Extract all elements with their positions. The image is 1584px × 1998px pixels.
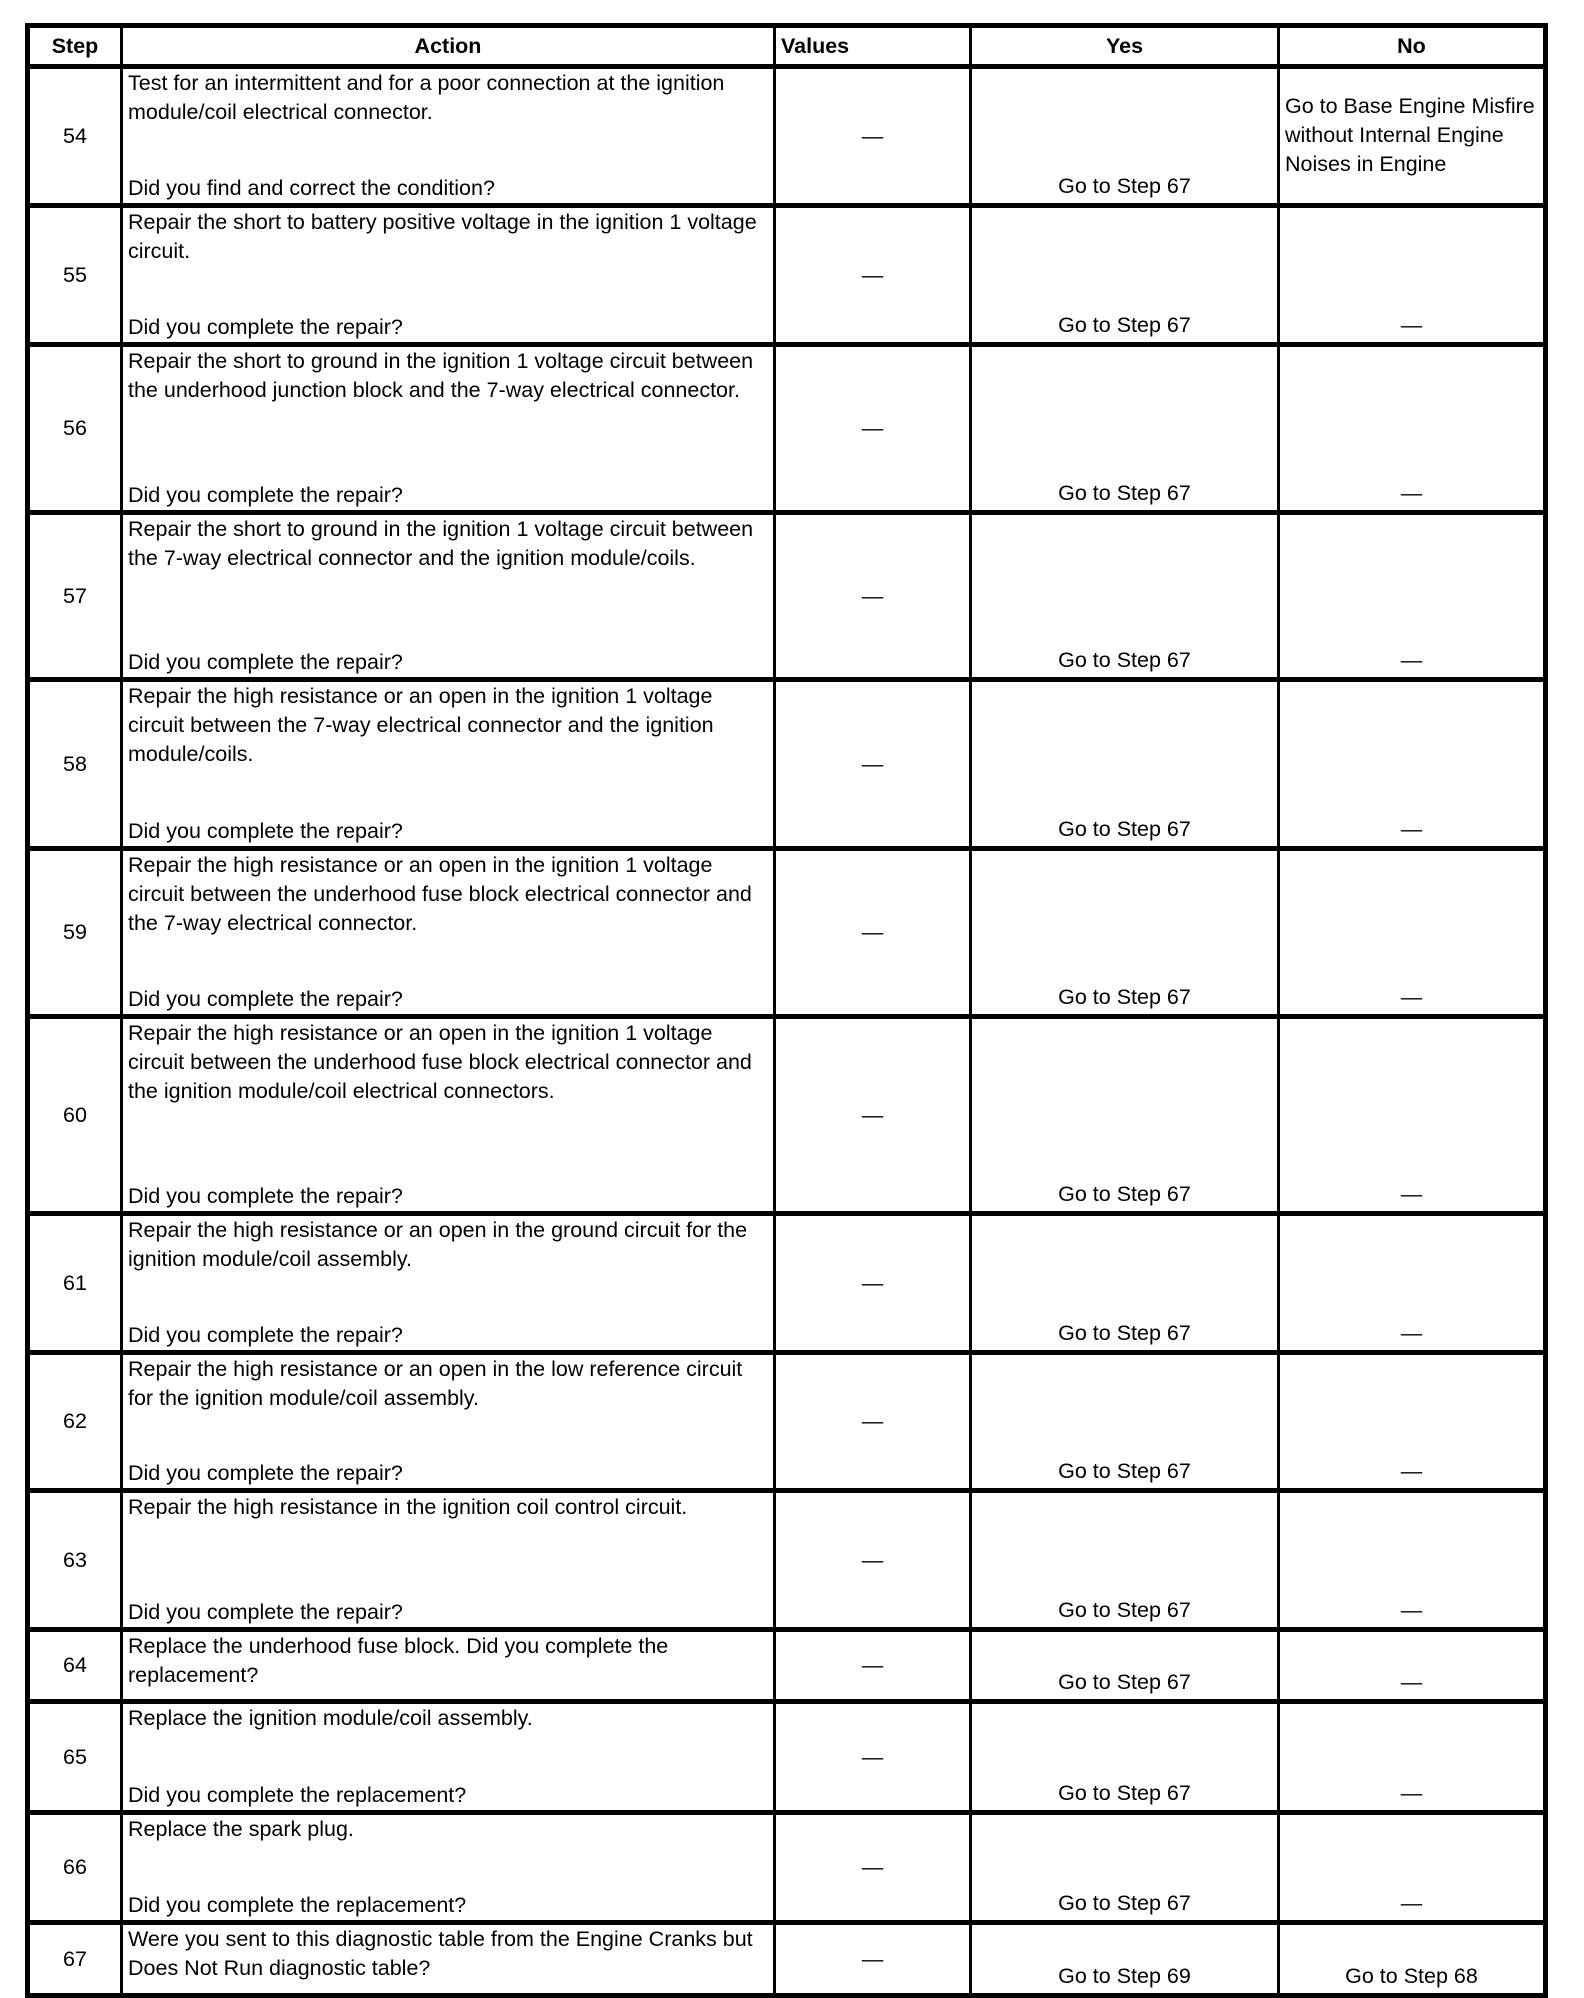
table-row: [28, 680, 1546, 849]
action-content: [128, 1704, 768, 1810]
table-row: [28, 1353, 1546, 1491]
table-row: [28, 345, 1546, 513]
no-cell: —: [1279, 1214, 1546, 1353]
action-question: Did you complete the repair?: [128, 483, 403, 507]
header-row: [28, 26, 1546, 67]
action-text: Replace the spark plug.: [128, 1817, 354, 1841]
no-cell: —: [1279, 1813, 1546, 1923]
table-row: [28, 1813, 1546, 1923]
table-row: [28, 849, 1546, 1017]
no-cell: —: [1279, 680, 1546, 849]
step-cell: 67: [28, 1923, 122, 1996]
action-text: Repair the short to ground in the ignition 1 voltage circuit between the 7-way electrical connector and the ignition module/coils.: [128, 517, 754, 570]
values-cell: —: [775, 206, 971, 345]
action-question: Did you complete the repair?: [128, 650, 403, 674]
action-cell: [122, 1353, 775, 1491]
no-cell: —: [1279, 1491, 1546, 1630]
values-cell: —: [775, 1702, 971, 1813]
action-cell: [122, 1214, 775, 1353]
values-cell: —: [775, 849, 971, 1017]
action-cell: [122, 345, 775, 513]
step-cell: 62: [28, 1353, 122, 1491]
action-question: Did you complete the repair?: [128, 1323, 403, 1347]
values-cell: —: [775, 1214, 971, 1353]
yes-cell: Go to Step 67: [971, 1214, 1279, 1353]
no-cell: —: [1279, 206, 1546, 345]
table-row: [28, 513, 1546, 680]
action-content: [128, 1019, 768, 1211]
no-cell: —: [1279, 849, 1546, 1017]
step-cell: 56: [28, 345, 122, 513]
action-question: Did you complete the repair?: [128, 819, 403, 843]
action-content: [128, 1815, 768, 1920]
action-content: [128, 1632, 768, 1699]
header-no: No: [1279, 26, 1546, 67]
action-cell: [122, 1813, 775, 1923]
step-cell: 54: [28, 67, 122, 206]
table-row: [28, 1017, 1546, 1214]
action-question: Did you complete the replacement?: [128, 1893, 467, 1917]
action-text: Repair the high resistance in the ignition coil control circuit.: [128, 1495, 688, 1519]
header-yes: Yes: [971, 26, 1279, 67]
table-row: [28, 1214, 1546, 1353]
action-question: Did you complete the replacement?: [128, 1783, 467, 1807]
action-question: Did you complete the repair?: [128, 315, 403, 339]
yes-cell: Go to Step 67: [971, 67, 1279, 206]
action-text: Repair the high resistance or an open in the ignition 1 voltage circuit between the 7-way electrical connector and the ignition module/coils.: [128, 684, 714, 766]
action-cell: [122, 67, 775, 206]
action-question: Did you complete the repair?: [128, 1461, 403, 1485]
action-question: Did you complete the repair?: [128, 1600, 403, 1624]
values-cell: —: [775, 1353, 971, 1491]
step-cell: 63: [28, 1491, 122, 1630]
no-cell: —: [1279, 345, 1546, 513]
action-cell: [122, 1017, 775, 1214]
values-cell: —: [775, 1923, 971, 1996]
yes-cell: Go to Step 67: [971, 1813, 1279, 1923]
action-content: [128, 515, 768, 677]
step-cell: 60: [28, 1017, 122, 1214]
action-content: [128, 851, 768, 1014]
action-text: Replace the ignition module/coil assembly.: [128, 1706, 533, 1730]
diagnostic-table: [25, 23, 1548, 1998]
action-content: [128, 1493, 768, 1627]
action-cell: [122, 849, 775, 1017]
action-content: [128, 208, 768, 342]
action-question: Did you complete the repair?: [128, 1184, 403, 1208]
header-step: Step: [28, 26, 122, 67]
yes-cell: Go to Step 67: [971, 1630, 1279, 1702]
action-text: Repair the high resistance or an open in the ground circuit for the ignition module/coil assembly.: [128, 1218, 748, 1271]
action-cell: [122, 1630, 775, 1702]
yes-cell: Go to Step 67: [971, 345, 1279, 513]
action-cell: [122, 1923, 775, 1996]
action-question: Did you complete the repair?: [128, 987, 403, 1011]
table-row: [28, 1923, 1546, 1996]
yes-cell: Go to Step 67: [971, 1491, 1279, 1630]
values-cell: —: [775, 680, 971, 849]
action-text: Were you sent to this diagnostic table from the Engine Cranks but Does Not Run diagnostic table?: [128, 1927, 753, 1980]
no-cell: —: [1279, 1017, 1546, 1214]
yes-cell: Go to Step 67: [971, 1702, 1279, 1813]
values-cell: —: [775, 67, 971, 206]
action-content: [128, 682, 768, 846]
table-row: [28, 1630, 1546, 1702]
table-row: [28, 1491, 1546, 1630]
values-cell: —: [775, 1491, 971, 1630]
action-text: Repair the short to ground in the ignition 1 voltage circuit between the underhood junction block and the 7-way electrical connector.: [128, 349, 754, 402]
yes-cell: Go to Step 67: [971, 513, 1279, 680]
step-cell: 65: [28, 1702, 122, 1813]
action-question: Did you find and correct the condition?: [128, 176, 495, 200]
table-row: [28, 1702, 1546, 1813]
yes-cell: Go to Step 67: [971, 680, 1279, 849]
values-cell: —: [775, 1630, 971, 1702]
header-action: Action: [122, 26, 775, 67]
action-cell: [122, 1491, 775, 1630]
action-content: [128, 1216, 768, 1350]
step-cell: 57: [28, 513, 122, 680]
step-cell: 66: [28, 1813, 122, 1923]
action-text: Test for an intermittent and for a poor connection at the ignition module/coil electrical connector.: [128, 71, 725, 124]
action-text: Repair the high resistance or an open in the ignition 1 voltage circuit between the underhood fuse block electrical connector and the 7-way electrical connector.: [128, 853, 752, 935]
step-cell: 58: [28, 680, 122, 849]
step-cell: 59: [28, 849, 122, 1017]
step-cell: 55: [28, 206, 122, 345]
yes-cell: Go to Step 67: [971, 1017, 1279, 1214]
yes-cell: Go to Step 67: [971, 1353, 1279, 1491]
action-content: [128, 69, 768, 203]
action-text: Repair the high resistance or an open in the ignition 1 voltage circuit between the underhood fuse block electrical connector and the ignition module/coil electrical connectors.: [128, 1021, 752, 1103]
values-cell: —: [775, 513, 971, 680]
action-text: Repair the high resistance or an open in the low reference circuit for the ignition module/coil assembly.: [128, 1357, 743, 1410]
action-cell: [122, 680, 775, 849]
action-text: Replace the underhood fuse block. Did you complete the replacement?: [128, 1634, 669, 1687]
table-row: [28, 67, 1546, 206]
step-cell: 61: [28, 1214, 122, 1353]
no-cell: —: [1279, 513, 1546, 680]
action-content: [128, 1925, 768, 1993]
action-cell: [122, 206, 775, 345]
yes-cell: Go to Step 67: [971, 849, 1279, 1017]
header-values: Values: [775, 26, 971, 67]
action-text: Repair the short to battery positive voltage in the ignition 1 voltage circuit.: [128, 210, 757, 263]
values-cell: —: [775, 1813, 971, 1923]
yes-cell: Go to Step 67: [971, 206, 1279, 345]
values-cell: —: [775, 1017, 971, 1214]
values-cell: —: [775, 345, 971, 513]
no-cell: —: [1279, 1702, 1546, 1813]
action-cell: [122, 1702, 775, 1813]
action-cell: [122, 513, 775, 680]
no-cell: Go to Step 68: [1279, 1923, 1546, 1996]
table-row: [28, 206, 1546, 345]
action-content: [128, 1355, 768, 1488]
step-cell: 64: [28, 1630, 122, 1702]
no-cell: —: [1279, 1353, 1546, 1491]
yes-cell: Go to Step 69: [971, 1923, 1279, 1996]
no-cell: Go to Base Engine Misfire without Internal Engine Noises in Engine: [1279, 67, 1546, 206]
no-cell: —: [1279, 1630, 1546, 1702]
action-content: [128, 347, 768, 510]
